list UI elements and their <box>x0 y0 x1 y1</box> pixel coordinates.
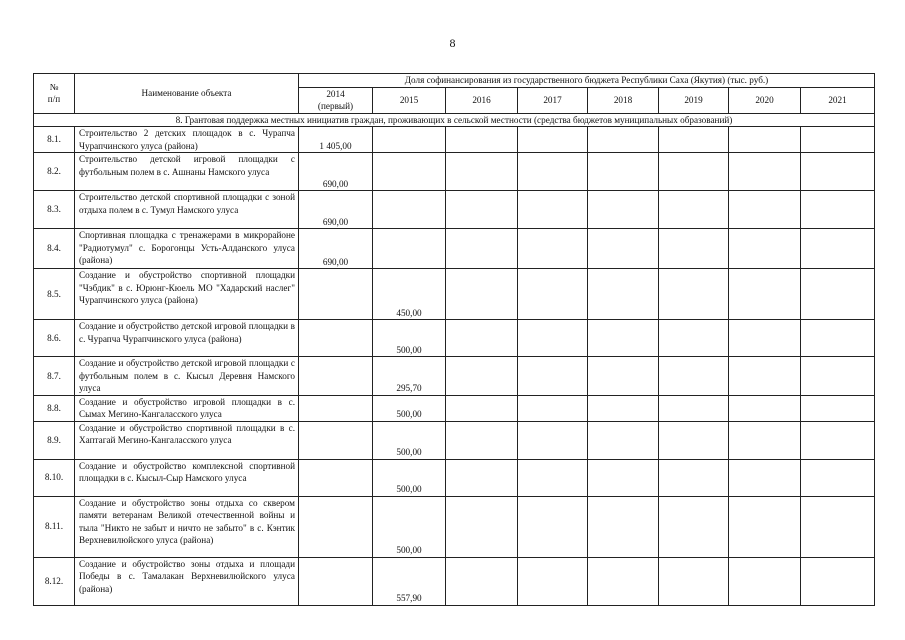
row-number: 8.5. <box>34 269 75 320</box>
value-cell-2020 <box>729 191 801 229</box>
table-row <box>34 496 875 557</box>
value-cell-2020 <box>729 229 801 269</box>
row-number: 8.7. <box>34 357 75 396</box>
value-cell-2018 <box>588 496 659 557</box>
value-cell-2018 <box>588 191 659 229</box>
section-title: 8. Грантовая поддержка местных инициатив граждан, проживающих в сельской местности (средства бюджетов муниципальных образований) <box>34 113 875 127</box>
header-year: 2016 <box>446 87 518 113</box>
row-number: 8.9. <box>34 421 75 459</box>
value-cell-2016 <box>446 421 518 459</box>
table-row <box>34 127 875 153</box>
value-cell-2021 <box>801 557 875 605</box>
value-cell-2017 <box>518 496 588 557</box>
value-cell-2014: 690,00 <box>299 191 373 229</box>
header-year: 2017 <box>518 87 588 113</box>
value-cell-2019 <box>659 229 729 269</box>
table-row <box>34 421 875 459</box>
table-row <box>34 459 875 496</box>
object-name: Создание и обустройство спортивной площадки в с. Хаптагай Мегино-Кангаласского улуса <box>75 421 299 459</box>
page-number: 8 <box>449 36 456 50</box>
value-cell-2016 <box>446 269 518 320</box>
value-cell-2019 <box>659 496 729 557</box>
row-number: 8.11. <box>34 496 75 557</box>
value-cell-2014 <box>299 357 373 396</box>
value-cell-2021 <box>801 421 875 459</box>
value-cell-2020 <box>729 557 801 605</box>
value-cell-2020 <box>729 496 801 557</box>
object-name: Создание и обустройство детской игровой площадки с футбольным полем в с. Кысыл Деревня Намского улуса <box>75 357 299 396</box>
object-name: Создание и обустройство спортивной площадки "Чэбдик" в с. Юрюнг-Кюель МО "Хадарский наслег" Чурапчинского улуса (района) <box>75 269 299 320</box>
value-cell-2021 <box>801 496 875 557</box>
value-cell-2017 <box>518 459 588 496</box>
value-cell-2021 <box>801 191 875 229</box>
table-row <box>34 191 875 229</box>
value-cell-2016 <box>446 127 518 153</box>
object-name: Создание и обустройство комплексной спортивной площадки в с. Кысыл-Сыр Намского улуса <box>75 459 299 496</box>
row-number: 8.2. <box>34 153 75 191</box>
value-cell-2019 <box>659 127 729 153</box>
value-cell-2018 <box>588 269 659 320</box>
value-cell-2019 <box>659 557 729 605</box>
value-cell-2016 <box>446 496 518 557</box>
header-year: 2021 <box>801 87 875 113</box>
value-cell-2015: 500,00 <box>373 395 446 421</box>
value-cell-2016 <box>446 357 518 396</box>
value-cell-2020 <box>729 127 801 153</box>
value-cell-2018 <box>588 395 659 421</box>
header-num: № п/п <box>34 74 75 114</box>
value-cell-2020 <box>729 357 801 396</box>
value-cell-2017 <box>518 320 588 357</box>
table-row <box>34 229 875 269</box>
value-cell-2014 <box>299 395 373 421</box>
value-cell-2018 <box>588 421 659 459</box>
row-number: 8.3. <box>34 191 75 229</box>
value-cell-2014: 690,00 <box>299 229 373 269</box>
header-year: 2014 (первый) <box>299 87 373 113</box>
value-cell-2017 <box>518 557 588 605</box>
value-cell-2017 <box>518 191 588 229</box>
value-cell-2014 <box>299 496 373 557</box>
section-row <box>34 113 875 127</box>
header-year: 2019 <box>659 87 729 113</box>
table-row <box>34 269 875 320</box>
value-cell-2017 <box>518 229 588 269</box>
value-cell-2016 <box>446 459 518 496</box>
value-cell-2019 <box>659 153 729 191</box>
value-cell-2018 <box>588 153 659 191</box>
row-number: 8.10. <box>34 459 75 496</box>
object-name: Создание и обустройство игровой площадки в с. Сымах Мегино-Кангаласского улуса <box>75 395 299 421</box>
value-cell-2021 <box>801 229 875 269</box>
value-cell-2014 <box>299 320 373 357</box>
header-year: 2018 <box>588 87 659 113</box>
value-cell-2019 <box>659 191 729 229</box>
object-name: Строительство детской спортивной площадки с зоной отдыха полем в с. Тумул Намского улуса <box>75 191 299 229</box>
value-cell-2015: 500,00 <box>373 459 446 496</box>
value-cell-2019 <box>659 421 729 459</box>
row-number: 8.12. <box>34 557 75 605</box>
value-cell-2020 <box>729 395 801 421</box>
object-name: Создание и обустройство зоны отдыха и площади Победы в с. Тамалакан Верхневилюйского улуса (района) <box>75 557 299 605</box>
table-row <box>34 320 875 357</box>
value-cell-2021 <box>801 459 875 496</box>
row-number: 8.8. <box>34 395 75 421</box>
value-cell-2015: 557,90 <box>373 557 446 605</box>
table-row <box>34 395 875 421</box>
value-cell-2017 <box>518 127 588 153</box>
value-cell-2017 <box>518 357 588 396</box>
header-year: 2015 <box>373 87 446 113</box>
value-cell-2016 <box>446 229 518 269</box>
value-cell-2015 <box>373 229 446 269</box>
value-cell-2015: 295,70 <box>373 357 446 396</box>
object-name: Создание и обустройство зоны отдыха со сквером памяти ветеранам Великой отечественной войны и тыла "Никто не забыт и ничто не забыто" в с. Кэнтик Верхневилюйского улуса (района) <box>75 496 299 557</box>
header-share: Доля софинансирования из государственного бюджета Республики Саха (Якутия) (тыс. руб.) <box>299 74 875 88</box>
table-row <box>34 153 875 191</box>
value-cell-2021 <box>801 395 875 421</box>
value-cell-2021 <box>801 320 875 357</box>
value-cell-2016 <box>446 395 518 421</box>
value-cell-2014 <box>299 557 373 605</box>
value-cell-2014 <box>299 269 373 320</box>
value-cell-2016 <box>446 320 518 357</box>
value-cell-2016 <box>446 557 518 605</box>
table-row <box>34 357 875 396</box>
header-name: Наименование объекта <box>75 74 299 114</box>
value-cell-2020 <box>729 269 801 320</box>
value-cell-2020 <box>729 320 801 357</box>
value-cell-2018 <box>588 127 659 153</box>
value-cell-2019 <box>659 357 729 396</box>
value-cell-2018 <box>588 459 659 496</box>
value-cell-2015: 500,00 <box>373 320 446 357</box>
value-cell-2017 <box>518 269 588 320</box>
value-cell-2019 <box>659 320 729 357</box>
value-cell-2020 <box>729 153 801 191</box>
value-cell-2021 <box>801 127 875 153</box>
value-cell-2014: 1 405,00 <box>299 127 373 153</box>
value-cell-2019 <box>659 269 729 320</box>
value-cell-2014: 690,00 <box>299 153 373 191</box>
value-cell-2021 <box>801 153 875 191</box>
header-row-top <box>34 74 875 88</box>
cofinancing-table <box>33 73 875 606</box>
value-cell-2015: 500,00 <box>373 496 446 557</box>
value-cell-2017 <box>518 395 588 421</box>
object-name: Создание и обустройство детской игровой площадки в с. Чурапча Чурапчинского улуса (района) <box>75 320 299 357</box>
table-row <box>34 557 875 605</box>
value-cell-2018 <box>588 557 659 605</box>
object-name: Строительство 2 детских площадок в с. Чурапча Чурапчинского улуса (района) <box>75 127 299 153</box>
value-cell-2016 <box>446 191 518 229</box>
row-number: 8.1. <box>34 127 75 153</box>
value-cell-2015 <box>373 153 446 191</box>
value-cell-2015 <box>373 127 446 153</box>
header-year: 2020 <box>729 87 801 113</box>
value-cell-2020 <box>729 421 801 459</box>
value-cell-2017 <box>518 153 588 191</box>
row-number: 8.6. <box>34 320 75 357</box>
value-cell-2018 <box>588 229 659 269</box>
value-cell-2020 <box>729 459 801 496</box>
value-cell-2018 <box>588 320 659 357</box>
value-cell-2019 <box>659 459 729 496</box>
value-cell-2018 <box>588 357 659 396</box>
value-cell-2015: 500,00 <box>373 421 446 459</box>
table-body <box>34 74 875 606</box>
value-cell-2019 <box>659 395 729 421</box>
value-cell-2014 <box>299 421 373 459</box>
object-name: Спортивная площадка с тренажерами в микрорайоне "Радиотумул" с. Борогонцы Усть-Алданского улуса (района) <box>75 229 299 269</box>
value-cell-2021 <box>801 269 875 320</box>
value-cell-2014 <box>299 459 373 496</box>
value-cell-2021 <box>801 357 875 396</box>
value-cell-2015: 450,00 <box>373 269 446 320</box>
value-cell-2017 <box>518 421 588 459</box>
object-name: Строительство детской игровой площадки с футбольным полем в с. Ашнаны Намского улуса <box>75 153 299 191</box>
value-cell-2016 <box>446 153 518 191</box>
row-number: 8.4. <box>34 229 75 269</box>
value-cell-2015 <box>373 191 446 229</box>
